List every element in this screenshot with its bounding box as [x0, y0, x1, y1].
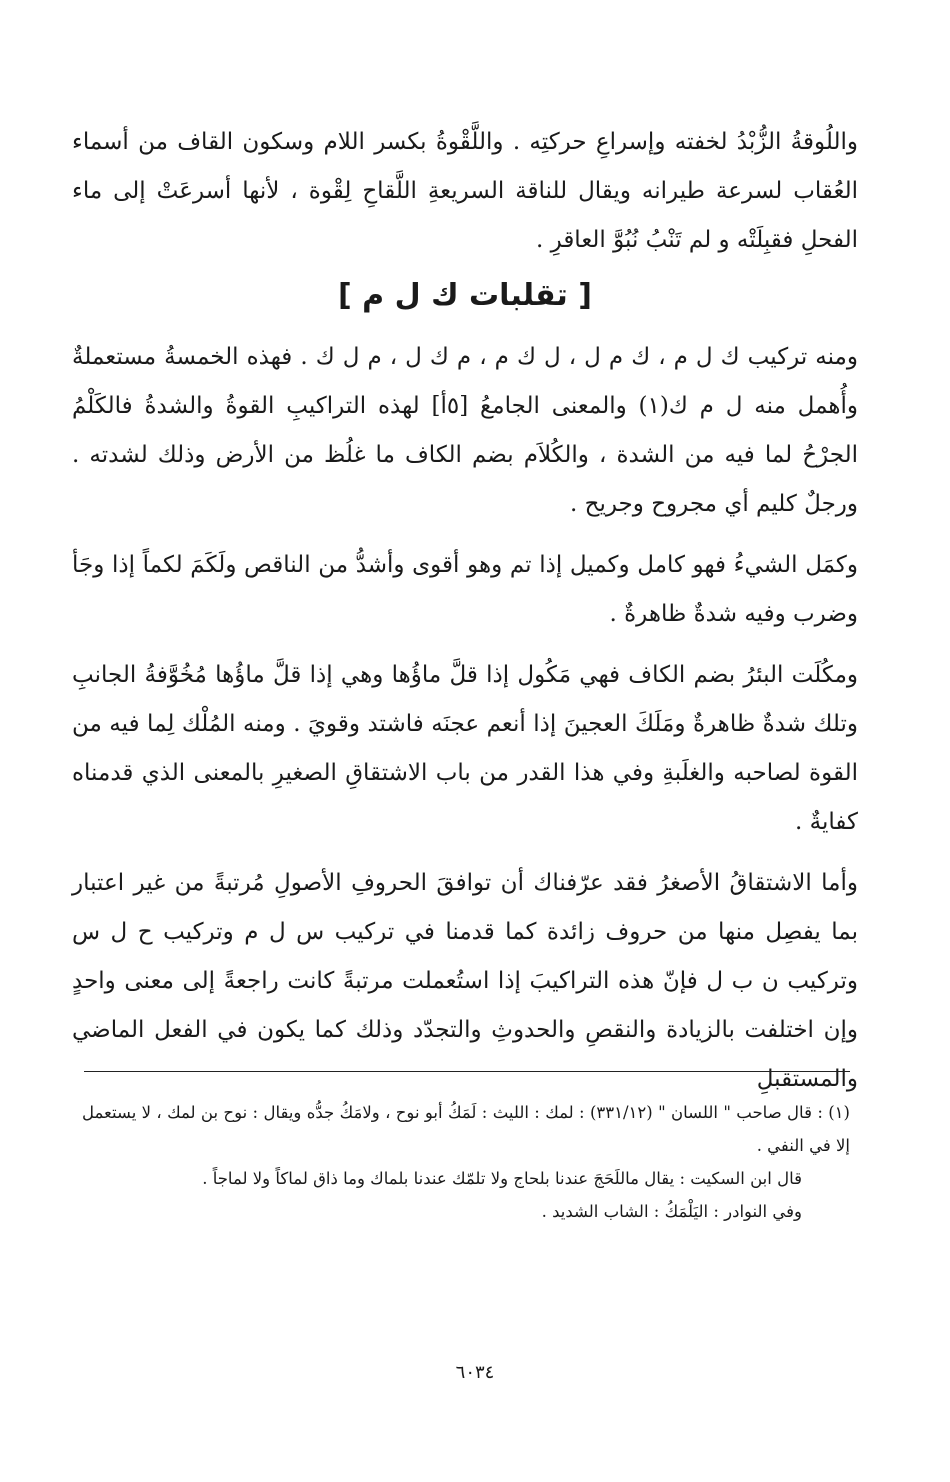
intro-paragraph: واللُوقةُ الزُّبْدُ لخفته وإسراعِ حركتِه . واللَّقْوةُ بكسر اللام وسكون القاف من أسماء العُقاب لسرعة طيرانه ويقال للناقة السريعةِ اللَّقاحِ لِقْوة ، لأنها أسرعَتْ إلى ماء الفحلِ فقبِلَتْه و لم تَنْبُ نُبُوَّ العاقرِ . [72, 129, 858, 253]
paragraph-1: ومنه تركيب ك ل م ، ك م ل ، ل ك م ، م ك ل ، م ل ك . فهذه الخمسةُ مستعملةٌ وأُهمل منه ل م ك(١) والمعنى الجامعُ [٥أ] لهذه التراكيبِ القوةُ والشدةُ فالكَلْمُ الجرْحُ لما فيه من الشدة ، والكُلاَم بضم الكاف ما غلُظ من الأرض وذلك لشدته . ورجلٌ كليم أي مجروح وجريح . [72, 344, 859, 517]
footnotes [82, 1096, 850, 1228]
footnote-separator [84, 1071, 850, 1072]
section-title: [ تقلبات ك ل م ] [338, 278, 592, 313]
main-text [72, 118, 858, 1116]
footnote-1: (١) : قال صاحب " اللسان " (٣٣١/١٢) : لمك : الليث : لَمَكُ أبو نوح ، ولامَكُ جدُّه ويقال : نوح بن لمك ، لا يستعمل إلا في النفي . [82, 1103, 850, 1155]
footnote-2: قال ابن السكيت : يقال ماللَحَجَ عندنا بلحاج ولا تلمّك عندنا بلماك وما ذاق لماكاً ولا لماجاً . [202, 1169, 802, 1188]
page-number: ٦٠٣٤ [455, 1362, 495, 1383]
footnote-3: وفي النوادر : اليَلْمَكُ : الشاب الشديد . [541, 1202, 802, 1221]
paragraph-3: ومكُلَت البئرُ بضم الكاف فهي مَكُول إذا قلَّ ماؤُها وهي إذا قلَّ ماؤُها مُخُوَّفةُ الجانبِ وتلك شدةٌ ظاهرةٌ ومَلَكَ العجينَ إذا أنعم عجنَه فاشتد وقويَ . ومنه المُلْك لِما فيه من القوة لصاحبه والغلَبةِ وفي هذا القدر من باب الاشتقاقِ الصغيرِ بالمعنى الذي قدمناه كفايةٌ . [72, 662, 858, 835]
paragraph-4: وأما الاشتقاقُ الأصغرُ فقد عرّفناك أن توافقَ الحروفِ الأصولِ مُرتبةً من غير اعتبار بما يفصِل منها من حروف زائدة كما قدمنا في تركيب س ل م وتركيب ح ل س وتركيب ن ب ل فإنّ هذه التراكيبَ إذا استُعملت مرتبةً كانت راجعةً إلى معنى واحدٍ وإن اختلفت بالزيادة والنقصِ والحدوثِ والتجدّد وذلك كما يكون في الفعل الماضي والمستقبلِ [72, 870, 858, 1092]
paragraph-2: وكمَل الشيءُ فهو كامل وكميل إذا تم وهو أقوى وأشدُّ من الناقص ولَكَمَ لكماً إذا وجَأ وضرب وفيه شدةٌ ظاهرةٌ . [72, 552, 858, 627]
